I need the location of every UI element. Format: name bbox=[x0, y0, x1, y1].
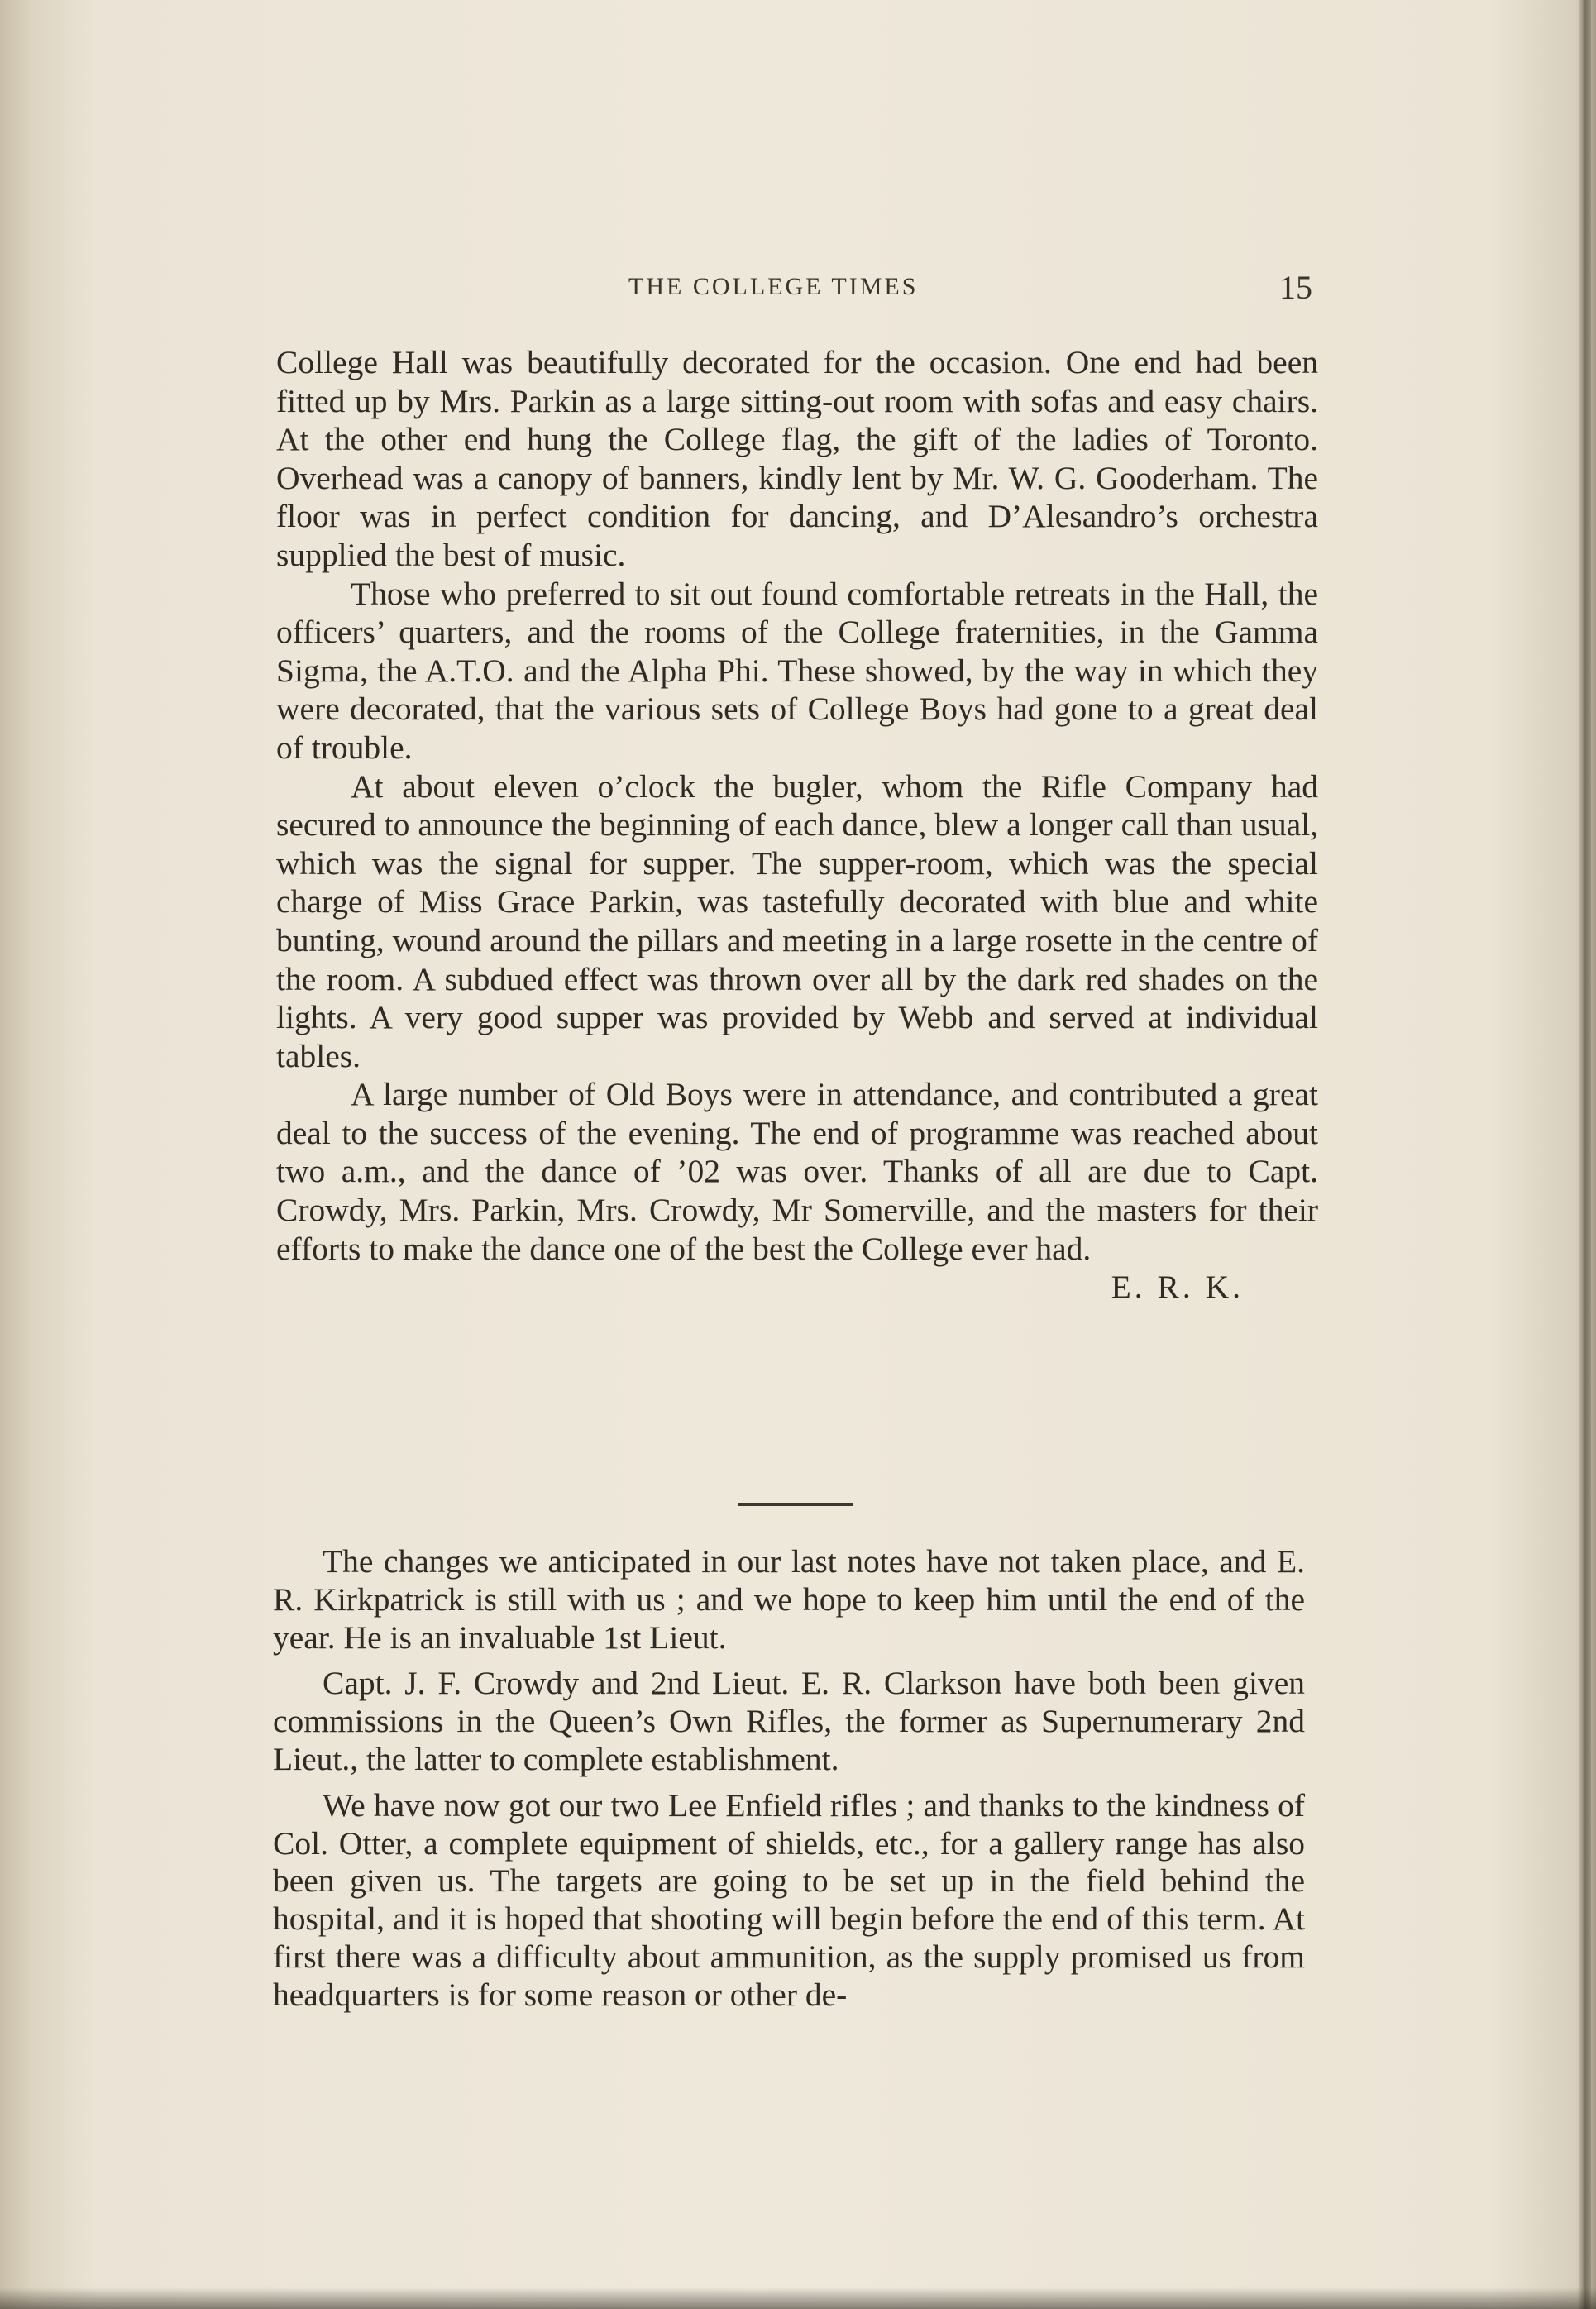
paragraph: We have now got our two Lee Enfield rifles ; and thanks to the kindness of Col. Otter, a complete equipment of shields, etc., for a gallery range has also been given us. The targets are going to be set up in the field behind the hospital, and it is hoped that shooting will begin before the end of this term. At first there was a difficulty about ammunition, as the supply promised us from headquarters is for some reason or other de- bbox=[273, 1786, 1305, 2013]
paragraph: College Hall was beautifully decorated for the occasion. One end had been fitted up by Mrs. Parkin as a large sitting-out room with sofas and easy chairs. At the other end hung the College flag, the gift of the ladies of Toronto. Overhead was a canopy of banners, kindly lent by Mr. W. G. Gooderham. The floor was in perfect condition for dancing, and D’Alesandro’s orchestra supplied the best of music. bbox=[276, 344, 1318, 573]
page-number: 15 bbox=[1279, 269, 1312, 306]
dance-report-article bbox=[276, 343, 1318, 1307]
paragraph: At about eleven o’clock the bugler, whom the Rifle Company had secured to announce the beginning of each dance, blew a longer call than usual, which was the signal for supper. The supper-room, which was the special charge of Miss Grace Parkin, was tastefully decorated with blue and white bunting, wound around the pillars and meeting in a large rosette in the centre of the room. A subdued effect was thrown over all by the dark red shades on the lights. A very good supper was provided by Webb and served at individual tables. bbox=[276, 767, 1318, 1074]
paragraph: The changes we anticipated in our last notes have not taken place, and E. R. Kirkpatrick is still with us ; and we hope to keep him until the end of the year. He is an invaluable 1st Lieut. bbox=[273, 1543, 1305, 1656]
section-divider bbox=[738, 1503, 853, 1506]
running-title: THE COLLEGE TIMES bbox=[628, 273, 919, 300]
author-initials: E. R. K. bbox=[1111, 1269, 1244, 1306]
paragraph: Capt. J. F. Crowdy and 2nd Lieut. E. R. Clarkson have both been given commissions in the Queen’s Own Rifles, the former as Supernumerary 2nd Lieut., the latter to complete establishment. bbox=[273, 1665, 1305, 1777]
paragraph: A large number of Old Boys were in attendance, and contributed a great deal to the success of the evening. The end of programme was reached about two a.m., and the dance of ’02 was over. Thanks of all are due to Capt. Crowdy, Mrs. Parkin, Mrs. Crowdy, Mr Somerville, and the masters for their efforts to make the dance one of the best the College ever had. bbox=[276, 1076, 1318, 1267]
rifle-company-notes bbox=[273, 1543, 1305, 2023]
running-head bbox=[0, 269, 1596, 314]
paragraph: Those who preferred to sit out found comfortable retreats in the Hall, the officers’ quarters, and the rooms of the College fraternities, in the Gamma Sigma, the A.T.O. and the Alpha Phi. These showed, by the way in which they were decorated, that the various sets of College Boys had gone to a great deal of trouble. bbox=[276, 575, 1318, 766]
